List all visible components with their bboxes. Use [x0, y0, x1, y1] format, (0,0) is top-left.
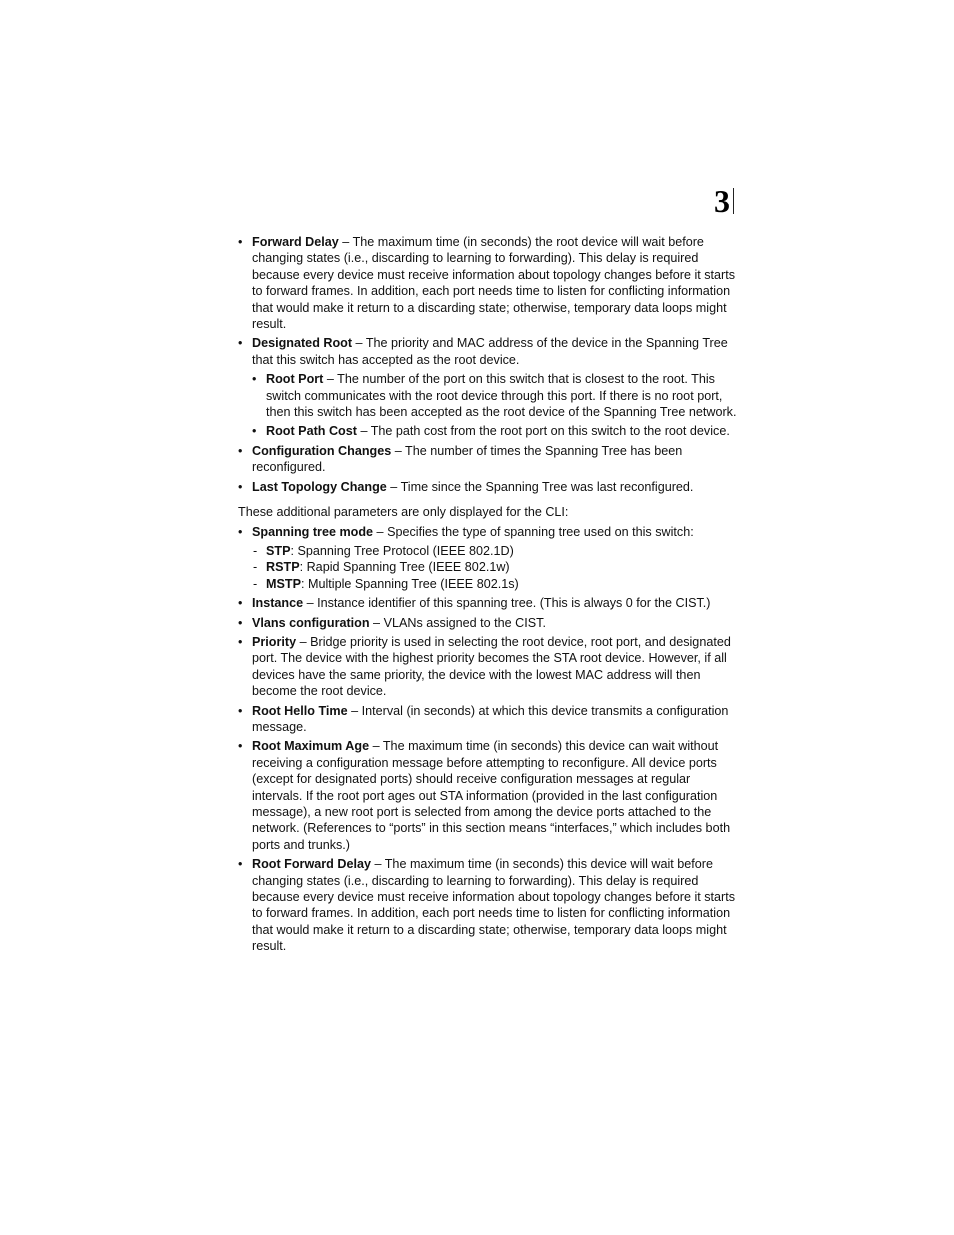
list-item	[238, 615, 738, 631]
item-term: Configuration Changes	[252, 443, 392, 458]
list-item	[238, 634, 738, 700]
item-term: Forward Delay	[252, 235, 339, 249]
mode-list-item	[238, 559, 738, 575]
bullet-icon: •	[252, 424, 257, 439]
item-text: – Instance identifier of this spanning tree. (This is always 0 for the CIST.)	[303, 596, 711, 611]
bullet-icon: •	[238, 739, 243, 754]
mode-list-item	[238, 576, 738, 592]
item-term: Root Hello Time	[252, 703, 348, 718]
item-text: – Time since the Spanning Tree was last reconfigured.	[386, 479, 694, 494]
item-term: Spanning tree mode	[252, 524, 374, 539]
item-term: Root Port	[266, 372, 324, 387]
item-term: Vlans configuration	[252, 615, 370, 630]
bullet-icon: •	[238, 634, 243, 649]
bullet-icon: •	[238, 336, 243, 351]
dash-icon: -	[253, 576, 258, 591]
item-term: Priority	[252, 634, 297, 649]
item-term: Last Topology Change	[252, 479, 387, 494]
list-item	[238, 335, 738, 368]
item-text: : Rapid Spanning Tree (IEEE 802.1w)	[299, 560, 510, 575]
bullet-icon: •	[238, 235, 243, 249]
item-term: Root Path Cost	[266, 424, 357, 439]
bullet-icon: •	[238, 615, 243, 630]
bullet-icon: •	[238, 524, 243, 539]
item-term: RSTP	[266, 560, 300, 575]
list-item	[238, 738, 738, 853]
bullet-icon: •	[252, 372, 257, 387]
list-item	[238, 524, 738, 540]
list-item	[238, 479, 738, 495]
bullet-icon: •	[238, 479, 243, 494]
item-text: – VLANs assigned to the CIST.	[369, 615, 546, 630]
bullet-icon: •	[238, 443, 243, 458]
chapter-number: 3	[714, 183, 730, 219]
mode-list-item	[238, 543, 738, 559]
item-text: – Bridge priority is used in selecting the root device, root port, and designated port. The device with the highest priority becomes the STA root device. However, if all devices have the same priority, the device with the lowest MAC address will then become the root device.	[252, 634, 731, 699]
item-text: – The number of times the Spanning Tree has been reconfigured.	[252, 443, 683, 475]
item-term: Designated Root	[252, 336, 353, 351]
bullet-icon: •	[238, 703, 243, 718]
list-item	[238, 595, 738, 611]
item-term: Instance	[252, 596, 304, 611]
bullet-icon: •	[238, 857, 243, 872]
sub-list-item	[252, 371, 738, 420]
page-content	[238, 234, 738, 958]
item-text: – The maximum time (in seconds) this device will wait before changing states (i.e., discarding to learning to forwarding). This delay is required because every device must receive information about topology changes before it starts to forward frames. In addition, each port needs time to listen for conflicting information that would make it return to a discarding state; otherwise, temporary data loops might result.	[252, 857, 736, 954]
sub-list-item	[252, 423, 738, 439]
list-item	[238, 443, 738, 476]
item-text: – The priority and MAC address of the device in the Spanning Tree that this switch has accepted as the root device.	[252, 336, 728, 367]
item-text: – Specifies the type of spanning tree used on this switch:	[373, 524, 694, 539]
item-term: MSTP	[266, 576, 301, 591]
chapter-tab	[714, 183, 734, 219]
item-term: Root Maximum Age	[252, 739, 370, 754]
item-term: Root Forward Delay	[252, 857, 371, 872]
item-text: – Interval (in seconds) at which this device transmits a configuration message.	[252, 703, 729, 734]
item-text: – The path cost from the root port on this switch to the root device.	[356, 424, 730, 439]
dash-icon: -	[253, 560, 258, 575]
bullet-icon: •	[238, 596, 243, 611]
item-text: – The maximum time (in seconds) this device can wait without receiving a configuration message before attempting to reconfigure. All device ports (except for designated ports) should receive configuration messages at regular intervals. If the root port ages out STA information (provided in the last configuration message), a new root port is selected from among the device ports attached to the network. (References to “ports” in this section means “interfaces,” which includes both ports and trunks.)	[252, 739, 731, 852]
cli-intro-paragraph: These additional parameters are only displayed for the CLI:	[238, 505, 569, 520]
item-text: : Multiple Spanning Tree (IEEE 802.1s)	[300, 576, 519, 591]
dash-icon: -	[253, 543, 258, 558]
list-item	[238, 703, 738, 736]
list-item	[238, 234, 738, 332]
list-item	[238, 856, 738, 954]
item-term: STP	[266, 543, 291, 558]
item-text: – The number of the port on this switch that is closest to the root. This switch communicates with the root device through this port. If there is no root port, then this switch has been accepted as the root device of the Spanning Tree network.	[266, 372, 737, 420]
item-text: – The maximum time (in seconds) the root device will wait before changing states (i.e., discarding to learning to forwarding). This delay is required because every device must receive information about topology changes before it starts to forward frames. In addition, each port needs time to listen for conflicting information that would make it return to a discarding state; otherwise, temporary data loops might result.	[252, 235, 736, 332]
item-text: : Spanning Tree Protocol (IEEE 802.1D)	[290, 543, 514, 558]
